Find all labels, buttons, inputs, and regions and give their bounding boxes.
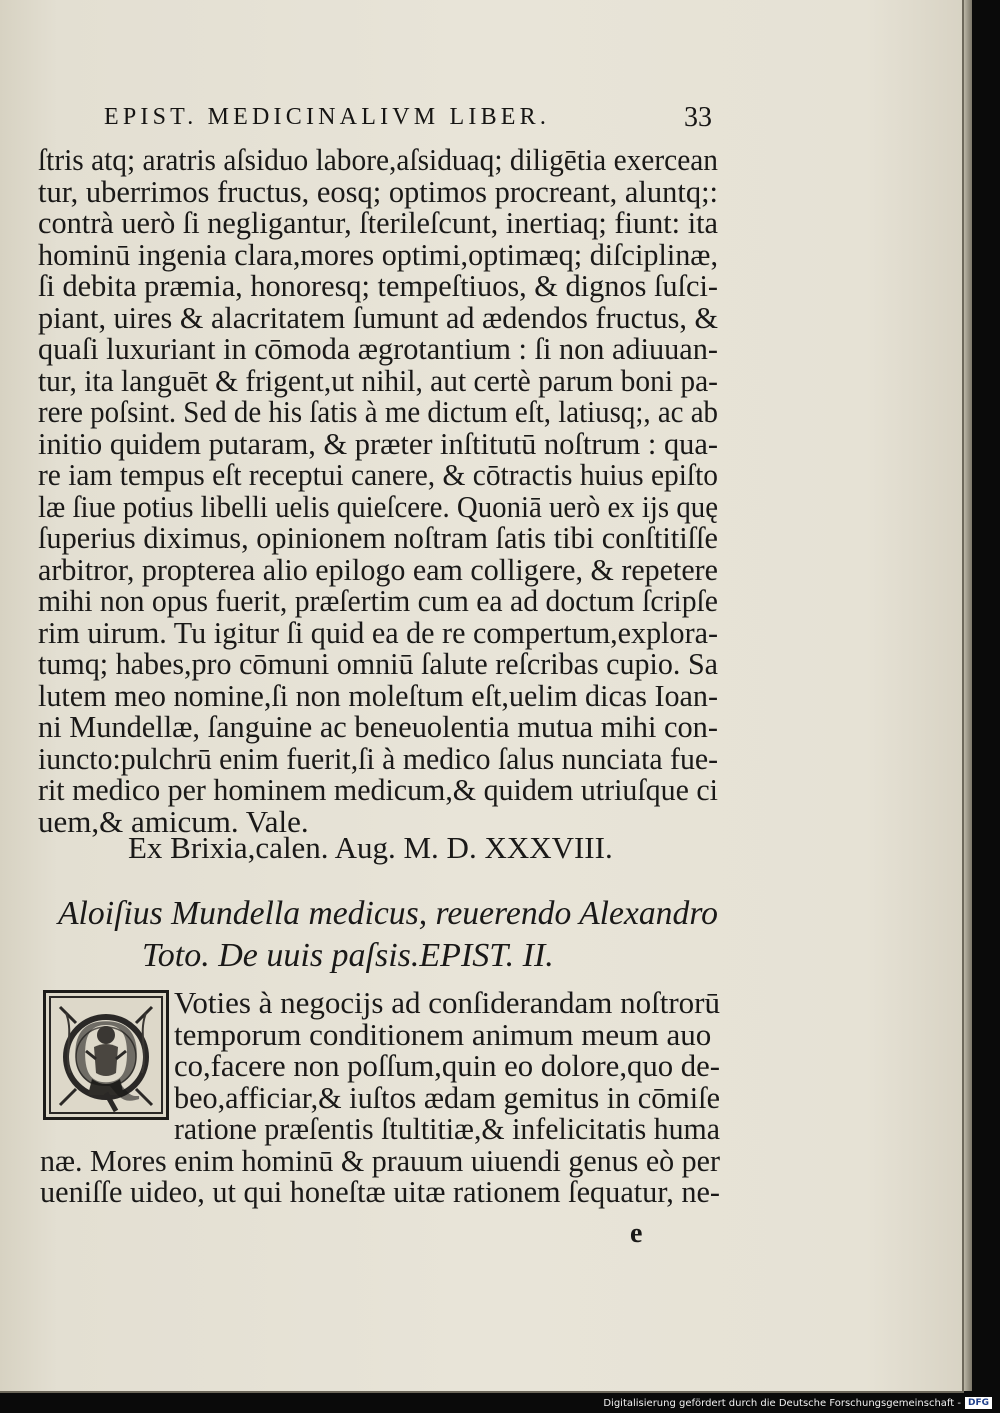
text-line: ſi debita præmia, honoresq; tempeſtiuos, & dignos ſuſci- [38, 268, 718, 303]
text-line: tur, ita languēt & frigent,ut nihil, aut certè parum boni pa- [38, 362, 718, 398]
text-line: iuncto:pulchrū enim fuerit,ſi à medico ſalus nunciata fue- [38, 740, 718, 776]
text-line: contrà uerò ſi negligantur, ſterileſcunt, inertiaq; fiunt: ita [38, 205, 718, 240]
text-line: re iam tempus eſt receptui canere, & cōtractis huius epiſto [38, 457, 718, 492]
text-line: læ ſiue potius libelli uelis quieſcere. Quoniā uerò ex ijs quę [38, 488, 718, 524]
text-line: ni Mundellæ, ſanguine ac beneuolentia mutua mihi con- [38, 709, 718, 744]
catchword: e [630, 1218, 643, 1249]
digitization-footer [603, 1396, 992, 1410]
text-line: Voties à negocijs ad conſiderandam noſtrorū [174, 985, 720, 1020]
text-line: tur, uberrimos fructus, eosq; optimos procreant, aluntq;: [38, 173, 718, 209]
running-head-title: EPIST. MEDICINALIVM LIBER. [104, 104, 551, 130]
running-head [104, 100, 712, 140]
text-line: tumq; habes,pro cōmuni omniū ſalute reſcribas cupio. Sa [38, 646, 718, 681]
text-line: arbitror, propterea alio epilogo eam colligere, & repetere [38, 551, 718, 587]
text-line: ratione præſentis ſtultitiæ,& infelicitatis huma [174, 1111, 720, 1146]
text-line: uem,& amicum. Vale. [38, 803, 309, 839]
text-line: ſtris atq; aratris aſsiduo labore,aſsiduaq; diligētia exercean [38, 142, 718, 177]
funding-credit: Digitalisierung gefördert durch die Deutsche Forschungsgemeinschaft - [603, 1397, 961, 1409]
text-line: lutem meo nomine,ſi non moleſtum eſt,uelim dicas Ioan- [38, 677, 718, 713]
text-line: rere poſsint. Sed de his ſatis à me dictum eſt, latiusq;, ac ab [38, 394, 718, 429]
text-line: ueniſſe uideo, ut qui honeſtæ uitæ rationem ſequatur, ne- [40, 1174, 720, 1209]
text-line: piant, uires & alacritatem ſumunt ad ædendos fructus, & [38, 299, 718, 335]
text-line: hominū ingenia clara,mores optimi,optimæq; diſciplinæ, [38, 236, 718, 272]
text-line: temporum conditionem animum meum auo [174, 1016, 712, 1052]
text-line: næ. Mores enim hominū & prauum uiuendi genus eò per [40, 1142, 720, 1178]
page-number: 33 [684, 102, 712, 133]
text-line: ſuperius diximus, opinionem noſtram ſatis tibi conſtitiſſe [38, 520, 718, 555]
text-line: quaſi luxuriant in cōmoda ægrotantium : ſi non adiuuan- [38, 331, 718, 366]
epistle-body [40, 987, 720, 1208]
text-line: mihi non opus fuerit, præſertim cum ea ad doctum ſcripſe [38, 583, 718, 618]
text-line: co,facere non poſſum,quin eo dolore,quo de- [174, 1048, 720, 1083]
text-line: beo,afficiar,& iuſtos ædam gemitus in cōmiſe [174, 1079, 720, 1115]
heading-line-2: Toto. De uuis paſsis.EPIST. II. [142, 937, 554, 974]
initial-letter: Q [71, 999, 141, 1106]
dfg-logo: DFG [965, 1397, 992, 1409]
letter-body [38, 144, 718, 837]
dateline: Ex Brixia,calen. Aug. M. D. XXXVIII. [128, 830, 613, 865]
epistle-heading [58, 893, 718, 977]
text-line: rit medico per hominem medicum,& quidem utriuſque ci [38, 772, 718, 807]
text-line: initio quidem putaram, & præter inſtitutū noſtrum : qua- [38, 425, 718, 461]
text-line: rim uirum. Tu igitur ſi quid ea de re compertum,explora- [38, 614, 718, 650]
heading-line-1: Aloiſius Mundella medicus, reuerendo Alexandro [58, 895, 718, 932]
